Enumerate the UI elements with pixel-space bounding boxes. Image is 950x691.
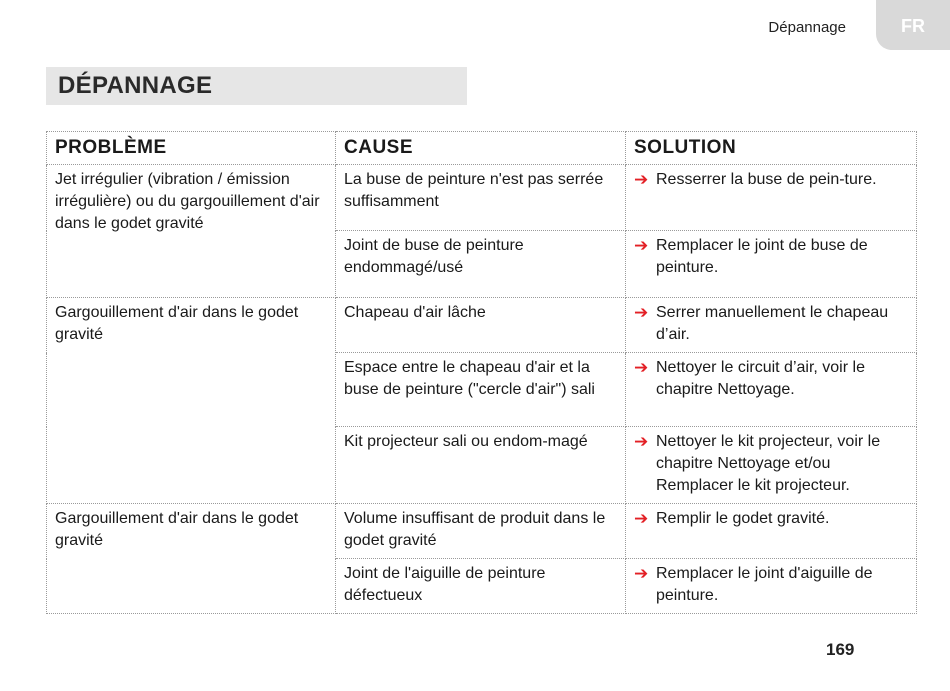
page-title: DÉPANNAGE [58,72,213,99]
solution-cell [626,298,917,353]
table-row [47,504,917,559]
solution-text: Serrer manuellement le chapeau d’air. [656,304,889,343]
solution-text: Remplacer le joint d'aiguille de peinture. [656,565,873,604]
language-tab [876,0,950,50]
solution-text: Resserrer la buse de pein-ture. [656,171,877,188]
column-header-problem: PROBLÈME [47,132,336,165]
cause-cell: Chapeau d'air lâche [336,298,626,353]
cause-cell: Joint de buse de peinture endommagé/usé [336,231,626,298]
cause-cell: Kit projecteur sali ou endom-magé [336,427,626,504]
cause-cell: Volume insuffisant de produit dans le godet gravité [336,504,626,559]
solution-text: Nettoyer le circuit d’air, voir le chapitre Nettoyage. [656,359,865,398]
language-tab-label: FR [901,16,925,36]
solution-cell [626,353,917,427]
cause-cell: Joint de l'aiguille de peinture défectueux [336,559,626,614]
solution-cell [626,559,917,614]
table-header-row [47,132,917,165]
solution-cell [626,427,917,504]
solution-cell [626,165,917,231]
solution-text: Remplacer le joint de buse de peinture. [656,237,868,276]
arrow-right-icon: ➔ [634,170,649,189]
arrow-right-icon: ➔ [634,303,649,322]
section-heading-bar [46,67,467,105]
table-row [47,165,917,231]
solution-cell [626,504,917,559]
troubleshooting-table [46,131,917,614]
problem-cell: Gargouillement d'air dans le godet gravité [47,504,336,614]
arrow-right-icon: ➔ [634,564,649,583]
arrow-right-icon: ➔ [634,432,649,451]
column-header-solution: SOLUTION [626,132,917,165]
arrow-right-icon: ➔ [634,236,649,255]
problem-cell: Gargouillement d'air dans le godet gravité [47,298,336,504]
table-row [47,298,917,353]
problem-cell: Jet irrégulier (vibration / émission irrégulière) ou du gargouillement d'air dans le godet gravité [47,165,336,298]
running-header: Dépannage [768,19,846,36]
solution-cell [626,231,917,298]
cause-cell: Espace entre le chapeau d'air et la buse de peinture ("cercle d'air") sali [336,353,626,427]
arrow-right-icon: ➔ [634,358,649,377]
solution-text: Nettoyer le kit projecteur, voir le chapitre Nettoyage et/ou Remplacer le kit projecteur. [656,433,881,494]
solution-text: Remplir le godet gravité. [656,510,830,527]
cause-cell: La buse de peinture n'est pas serrée suffisamment [336,165,626,231]
arrow-right-icon: ➔ [634,509,649,528]
column-header-cause: CAUSE [336,132,626,165]
page-number: 169 [826,640,855,659]
